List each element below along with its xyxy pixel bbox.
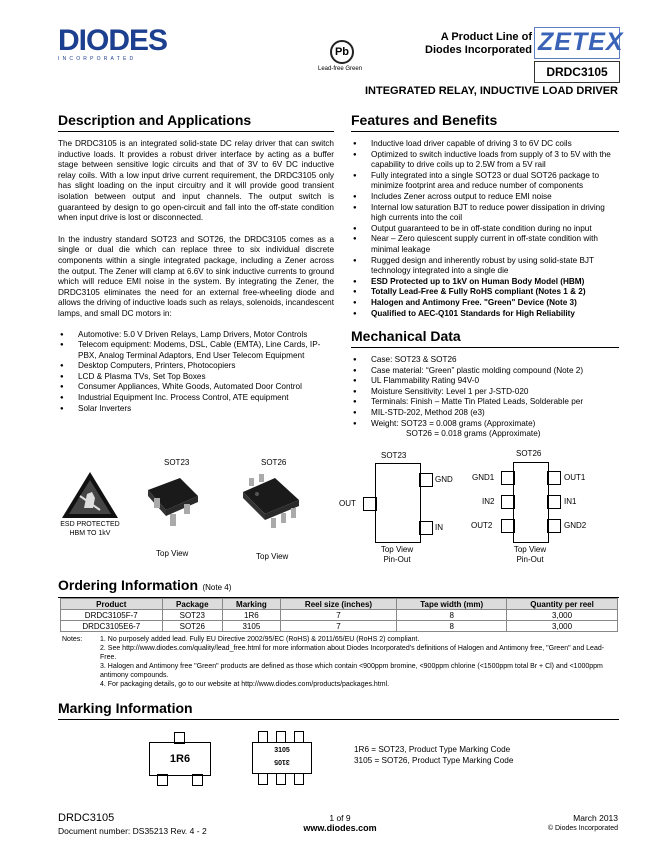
weight-sot26: SOT26 = 0.018 grams (Approximate)	[406, 429, 541, 439]
list-item: ● Industrial Equipment Inc. Process Control, ATE equipment	[58, 393, 334, 404]
pin-box	[157, 774, 168, 786]
footer-part: DRDC3105	[58, 812, 115, 824]
list-item: ● ESD Protected up to 1kV on Human Body Model (HBM)	[351, 277, 619, 288]
pin-in-label: IN	[435, 523, 443, 532]
features-title: Features and Benefits	[351, 112, 619, 132]
notes-label: Notes:	[62, 636, 83, 643]
applications-list	[58, 330, 334, 415]
pin-box	[501, 471, 515, 485]
note-item: 3. Halogen and Antimony free "Green" products are defined as those which contain <900ppm bromine, <900ppm chlorine (<1500ppm total Br + Cl) and <1000ppm antimony compounds.	[100, 663, 603, 679]
list-item: ● Fully integrated into a single SOT23 or dual SOT26 package to minimize footprint area and reduce number of components	[351, 171, 619, 192]
pin-in2-label: IN2	[482, 497, 495, 506]
mechanical-title: Mechanical Data	[351, 328, 619, 348]
zetex-logo: ZETEX	[538, 28, 624, 56]
lead-free-label: Lead-free Green	[318, 66, 363, 72]
pin-box	[276, 731, 286, 743]
pin-box	[294, 773, 304, 785]
pin-out-label: OUT	[339, 499, 356, 508]
sot26-pinout-body	[513, 462, 549, 543]
list-item: ● Inductive load driver capable of driving 3 to 6V DC coils	[351, 139, 619, 150]
pin-gnd-label: GND	[435, 475, 453, 484]
ordering-title: Ordering Information	[58, 577, 198, 593]
sot26-package-image	[235, 470, 307, 536]
sot26-marking-code: 3105	[274, 747, 290, 754]
list-item: ● Optimized to switch inductive loads from supply of 3 to 5V with the capability to drive coils up to 2.5W from a 5V rail	[351, 150, 619, 171]
pinout23-caption: Top View Pin-Out	[380, 545, 414, 564]
list-item: ● Near – Zero quiescent supply current in off-state condition with minimal leakage	[351, 234, 619, 255]
pin-box	[276, 773, 286, 785]
diodes-logo-sub: INCORPORATED	[58, 56, 137, 62]
footer-doc: Document number: DS35213 Rev. 4 - 2	[58, 826, 207, 836]
list-item: ● Case: SOT23 & SOT26	[351, 355, 619, 366]
list-item: ● Desktop Computers, Printers, Photocopiers	[58, 361, 334, 372]
sot26-label: SOT26	[261, 458, 287, 467]
table-row: DRDC3105E6-7 SOT26 3105 7 8 3,000	[61, 621, 618, 632]
sot23-pinout-body	[375, 463, 421, 543]
ordering-table	[60, 598, 618, 632]
sot26-marking-body	[252, 742, 312, 774]
page-subtitle: INTEGRATED RELAY, INDUCTIVE LOAD DRIVER	[364, 85, 618, 97]
list-item: ● Halogen and Antimony Free. "Green" Device (Note 3)	[351, 298, 619, 309]
footer-page: 1 of 9	[329, 813, 351, 823]
note-item: 1. No purposely added lead. Fully EU Directive 2002/95/EC (RoHS) & 2011/65/EU (RoHS 2) compliant.	[100, 636, 420, 643]
pin-out2-label: OUT2	[471, 521, 493, 530]
pin-box	[547, 495, 561, 509]
list-item: ● Telecom equipment: Modems, DSL, Cable (EMTA), Line Cards, IP-PBX, Analog Terminal Adaptors, End User Telecom Equipment	[58, 340, 334, 361]
list-item: ● LCD & Plasma TVs, Set Top Boxes	[58, 372, 334, 383]
mechanical-list	[351, 355, 619, 429]
footer-copyright: © Diodes Incorporated	[547, 825, 618, 832]
notes-list	[100, 635, 618, 689]
list-item: ● Totally Lead-Free & Fully RoHS compliant (Notes 1 & 2)	[351, 287, 619, 298]
description-section	[58, 112, 334, 414]
list-item: ● Includes Zener across output to reduce EMI noise	[351, 192, 619, 203]
pin-box	[419, 473, 433, 487]
pin-box	[501, 519, 515, 533]
description-para1: The DRDC3105 is an integrated solid-state DC relay driver that can switch inductive loads. It provides a robust driver interface by acting as a buffer stage between sensitive logic circuits and that of 3V to 6V DC inductive relay coils. With a low input drive current requirement, the DRDC3105 only has slight loading on the input circuitry and it will provide good transient isolation between output and input channels. The output switch is guaranteed by design to go open-circuit and fall into the off-state condition when input drive is lost or disconnected.	[58, 139, 334, 223]
diodes-logo: DIODES	[58, 24, 168, 57]
list-item: ● Terminals: Finish – Matte Tin Plated Leads, Solderable per	[351, 397, 619, 408]
sot23-top-view: Top View	[156, 549, 189, 558]
mechanical-section	[351, 328, 619, 440]
pin-box	[363, 497, 377, 511]
ordering-header	[58, 577, 619, 598]
features-list	[351, 139, 619, 319]
table-row: DRDC3105F-7 SOT23 1R6 7 8 3,000	[61, 610, 618, 621]
description-para2: In the industry standard SOT23 and SOT26, the DRDC3105 comes as a single or dual die which can replace three to six individual discrete components within a single integrated package, including a Zener across the output. The Zener will clamp at 6.6V to sink inductive currents to ground which will reduce EMI noise in the system. By integrating the Zener, the DRDC3105 eliminates the need for an external free-wheeling diode and allows the driving of inductive loads such as relays, solenoids, incandescent lamps, and small DC motors in:	[58, 234, 334, 318]
list-item: ● Rugged design and inherently robust by using solid-state BJT technology integrated into a single die	[351, 256, 619, 277]
pin-in1-label: IN1	[564, 497, 577, 506]
part-number: DRDC3105	[534, 61, 620, 83]
lead-free-icon: Pb	[330, 40, 354, 64]
esd-label: ESD PROTECTED HBM TO 1kV	[60, 521, 120, 537]
pinout26-label: SOT26	[516, 449, 542, 458]
list-item: ● Output guaranteed to be in off-state condition during no input	[351, 224, 619, 235]
pin-box	[192, 774, 203, 786]
table-header-row: Product Package Marking Reel size (inches) Tape width (mm) Quantity per reel	[61, 599, 618, 610]
sot26-marking-code-inverted: 3105	[274, 758, 290, 765]
pin-out1-label: OUT1	[564, 473, 586, 482]
list-item: ● Automotive: 5.0 V Driven Relays, Lamp Drivers, Motor Controls	[58, 330, 334, 341]
description-title: Description and Applications	[58, 112, 334, 132]
sot23-marking-code: 1R6	[169, 753, 191, 765]
product-line: A Product Line of Diodes Incorporated	[425, 31, 532, 56]
sot23-package-image	[140, 470, 204, 532]
marking-title: Marking Information	[58, 700, 619, 720]
features-section	[351, 112, 619, 319]
list-item: ● UL Flammability Rating 94V-0	[351, 376, 619, 387]
footer-date: March 2013	[573, 813, 618, 823]
pin-box	[547, 519, 561, 533]
list-item: ● Consumer Appliances, White Goods, Automated Door Control	[58, 382, 334, 393]
list-item: ● Weight: SOT23 = 0.008 grams (Approximate)	[351, 419, 619, 430]
list-item: ● Internal low saturation BJT to reduce power dissipation in driving high currents into the coil	[351, 203, 619, 224]
list-item: ● Case material: “Green” plastic molding compound (Note 2)	[351, 366, 619, 377]
ordering-note: (Note 4)	[202, 583, 232, 592]
pin-box	[174, 732, 185, 744]
list-item: ● Solar Inverters	[58, 404, 334, 415]
pin-box	[294, 731, 304, 743]
marking-section	[58, 700, 619, 720]
pin-gnd1-label: GND1	[472, 473, 495, 482]
sot23-label: SOT23	[164, 458, 190, 467]
pinout26-caption: Top View Pin-Out	[513, 545, 547, 564]
footer-url[interactable]: www.diodes.com	[303, 823, 377, 833]
list-item: ● Moisture Sensitivity: Level 1 per J-STD-020	[351, 387, 619, 398]
pin-box	[501, 495, 515, 509]
esd-icon	[60, 470, 120, 520]
note-item: 2. See http://www.diodes.com/quality/lead_free.html for more information about Diodes Incorporated’s definitions of Halogen and Antimony free, "Green" and Lead-Free.	[100, 645, 605, 661]
sot23-marking-body	[149, 742, 211, 776]
pin-gnd2-label: GND2	[564, 521, 587, 530]
pin-box	[258, 773, 268, 785]
list-item: ● MIL-STD-202, Method 208 (e3)	[351, 408, 619, 419]
pin-box	[419, 521, 433, 535]
pin-box	[547, 471, 561, 485]
note-item: 4. For packaging details, go to our website at http://www.diodes.com/products/packages.html.	[100, 681, 390, 688]
pin-box	[258, 731, 268, 743]
marking-legend: 1R6 = SOT23, Product Type Marking Code 3105 = SOT26, Product Type Marking Code	[354, 745, 514, 765]
sot26-top-view: Top View	[256, 552, 289, 561]
pinout23-label: SOT23	[381, 451, 407, 460]
list-item: ● Qualified to AEC-Q101 Standards for High Reliability	[351, 309, 619, 320]
